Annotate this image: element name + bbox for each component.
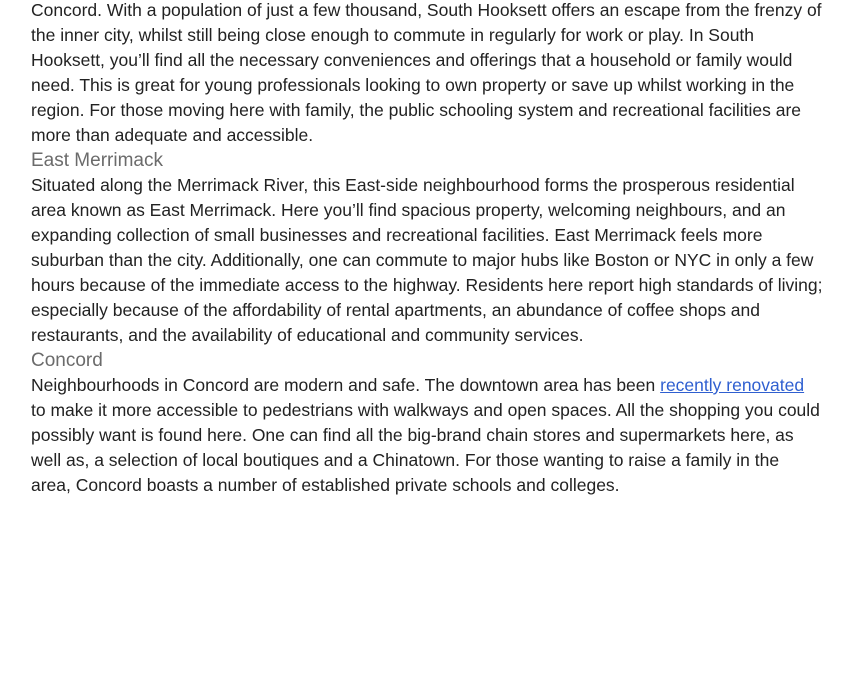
intro-paragraph: Concord. With a population of just a few thousand, South Hooksett offers an escape from the frenzy of the inner city, whilst still being close enough to commute in regularly for work or play. In South Hooksett, you’ll find all the necessary conveniences and offerings that a household or family would need. This is great for young professionals looking to own property or save up whilst working in the region. For those moving here with family, the public schooling system and recreational facilities are more than adequate and accessible. (31, 0, 822, 145)
recently-renovated-link[interactable]: recently renovated (660, 375, 805, 395)
concord-paragraph-text-end: to make it more accessible to pedestrians with walkways and open spaces. All the shopping you could possibly want is found here. One can find all the big-brand chain stores and supermarkets here, as well as, a selection of local boutiques and a Chinatown. For those wanting to raise a family in the area, Concord boasts a number of established private schools and colleges. (31, 400, 820, 495)
east-merrimack-paragraph: Situated along the Merrimack River, this East-side neighbourhood forms the prosperous residential area known as East Merrimack. Here you’ll find spacious property, welcoming neighbours, and an expanding collection of small businesses and recreational facilities. East Merrimack feels more suburban than the city. Additionally, one can commute to major hubs like Boston or NYC in only a few hours because of the immediate access to the highway. Residents here report high standards of living; especially because of the affordability of rental apartments, an abundance of coffee shops and restaurants, and the availability of educational and community services. (31, 175, 823, 345)
section-heading-east-merrimack: East Merrimack (31, 150, 163, 171)
concord-paragraph-text-start: Neighbourhoods in Concord are modern and safe. The downtown area has been (31, 375, 661, 395)
concord-paragraph (31, 373, 823, 498)
section-heading-concord: Concord (31, 350, 103, 371)
article-content (31, 0, 823, 498)
